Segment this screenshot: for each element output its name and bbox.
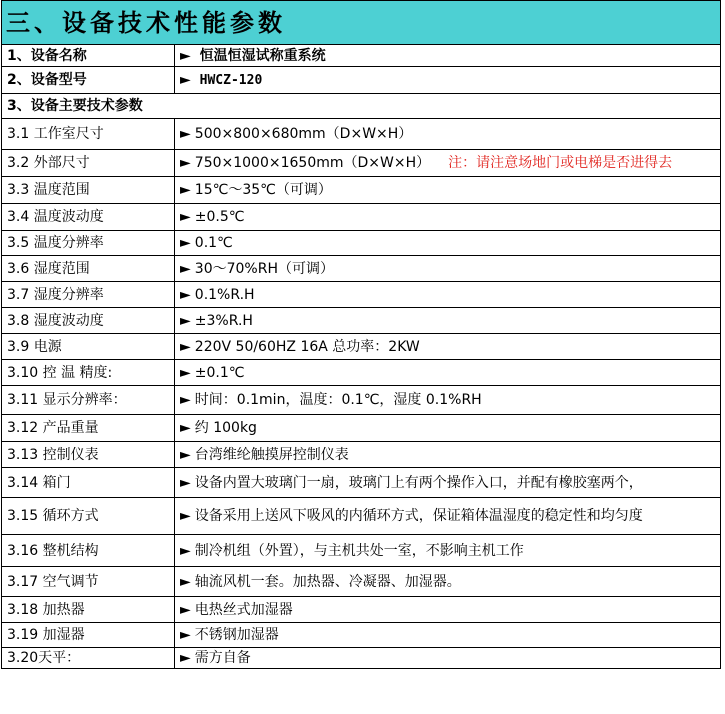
arrow-icon: ► [180,47,191,64]
spec-row [2,386,721,415]
spec-value-text: 设备内置大玻璃门一扇，玻璃门上有两个操作入口，并配有橡胶塞两个， [194,474,643,491]
arrow-icon: ► [180,573,191,590]
spec-row [2,498,721,535]
spec-value-text: 750×1000×1650mm（D×W×H） [194,155,431,171]
general-label: 2、设备型号 [2,67,175,94]
spec-value [175,308,721,334]
spec-row [2,567,721,597]
spec-row [2,256,721,282]
spec-value [175,623,721,648]
spec-label: 3.6 湿度范围 [2,256,175,282]
general-label: 1、设备名称 [2,45,175,67]
spec-label: 3.20天平： [2,648,175,669]
spec-value-text: 时间：0.1min，温度：0.1℃，湿度 0.1%RH [194,392,482,408]
spec-value-text: 30～70%RH（可调） [194,260,334,277]
spec-row [2,204,721,231]
spec-value [175,648,721,669]
spec-value-text: ±0.1℃ [194,364,245,381]
spec-value-text: 设备采用上送风下吸风的内循环方式，保证箱体温湿度的稳定性和均匀度 [194,508,643,524]
spec-value-text: 0.1℃ [194,235,233,251]
arrow-icon: ► [180,627,191,643]
arrow-icon: ► [180,542,191,559]
title-row [2,1,721,45]
spec-label: 3.17 空气调节 [2,567,175,597]
spec-value [175,442,721,468]
spec-value [175,204,721,231]
spec-label: 3.3 温度范围 [2,177,175,204]
spec-value [175,177,721,204]
spec-value-text: 电热丝式加湿器 [194,601,293,618]
spec-row [2,282,721,308]
spec-label: 3.1 工作室尺寸 [2,119,175,150]
spec-row [2,535,721,567]
spec-row [2,334,721,360]
spec-label: 3.8 湿度波动度 [2,308,175,334]
spec-value-text: ±3%R.H [194,312,253,329]
general-value: ► 恒温恒湿试称重系统 [175,45,721,67]
spec-label: 3.14 箱门 [2,468,175,498]
spec-value [175,119,721,150]
section-heading: 3、设备主要技术参数 [2,94,721,119]
spec-row [2,177,721,204]
arrow-icon: ► [180,446,191,463]
arrow-icon: ► [180,312,191,329]
arrow-icon: ► [180,601,191,618]
spec-value-text: 500×800×680mm（D×W×H） [194,126,413,142]
spec-label: 3.7 湿度分辨率 [2,282,175,308]
spec-value-text: ±0.5℃ [194,209,245,225]
general-row [2,67,721,94]
arrow-icon: ► [180,392,191,408]
spec-value [175,468,721,498]
arrow-icon: ► [180,126,191,142]
spec-row [2,231,721,256]
spec-row [2,442,721,468]
spec-label: 3.10 控 温 精度: [2,360,175,386]
spec-value [175,256,721,282]
spec-value-text: 15℃～35℃（可调） [194,182,332,198]
spec-value [175,597,721,623]
spec-row [2,150,721,177]
spec-row [2,623,721,648]
spec-value-text: 约 100kg [194,420,257,436]
arrow-icon: ► [180,508,191,524]
spec-label: 3.12 产品重量 [2,415,175,442]
spec-value-text: 不锈钢加湿器 [194,627,279,643]
spec-value [175,334,721,360]
spec-note: 注：请注意场地门或电梯是否进得去 [448,155,673,171]
spec-value-text: 需方自备 [194,650,251,666]
arrow-icon: ► [180,364,191,381]
spec-label: 3.2 外部尺寸 [2,150,175,177]
spec-label: 3.19 加湿器 [2,623,175,648]
arrow-icon: ► [180,286,191,303]
section-heading-row [2,94,721,119]
spec-value [175,360,721,386]
spec-value [175,386,721,415]
spec-row [2,648,721,669]
page-title: 三、设备技术性能参数 [2,1,721,45]
spec-label: 3.5 温度分辨率 [2,231,175,256]
spec-row [2,597,721,623]
spec-value-text: 台湾维纶触摸屏控制仪表 [194,446,349,463]
spec-label: 3.18 加热器 [2,597,175,623]
spec-value [175,535,721,567]
spec-row [2,468,721,498]
arrow-icon: ► [180,420,191,436]
spec-row [2,308,721,334]
spec-value [175,282,721,308]
arrow-icon: ► [180,260,191,277]
spec-value [175,415,721,442]
spec-value-text: 0.1%R.H [194,286,255,303]
arrow-icon: ► [180,650,191,666]
spec-row [2,360,721,386]
arrow-icon: ► [180,182,191,198]
spec-table [1,0,721,669]
spec-row [2,119,721,150]
spec-value [175,567,721,597]
spec-label: 3.15 循环方式 [2,498,175,535]
spec-value-text: 制冷机组（外置），与主机共处一室，不影响主机工作 [194,542,524,559]
general-value: ► HWCZ-120 [175,67,721,94]
spec-value-text: 220V 50/60HZ 16A 总功率：2KW [194,338,420,355]
spec-value [175,231,721,256]
spec-value-text: 轴流风机一套。加热器、冷凝器、加湿器。 [194,573,461,590]
spec-value [175,498,721,535]
spec-value [175,150,721,177]
spec-label: 3.4 温度波动度 [2,204,175,231]
arrow-icon: ► [180,209,191,225]
arrow-icon: ► [180,71,191,88]
arrow-icon: ► [180,474,191,491]
spec-label: 3.16 整机结构 [2,535,175,567]
spec-label: 3.11 显示分辨率： [2,386,175,415]
spec-row [2,415,721,442]
arrow-icon: ► [180,235,191,251]
arrow-icon: ► [180,338,191,355]
spec-label: 3.13 控制仪表 [2,442,175,468]
arrow-icon: ► [180,155,191,171]
general-row [2,45,721,67]
spec-label: 3.9 电源 [2,334,175,360]
